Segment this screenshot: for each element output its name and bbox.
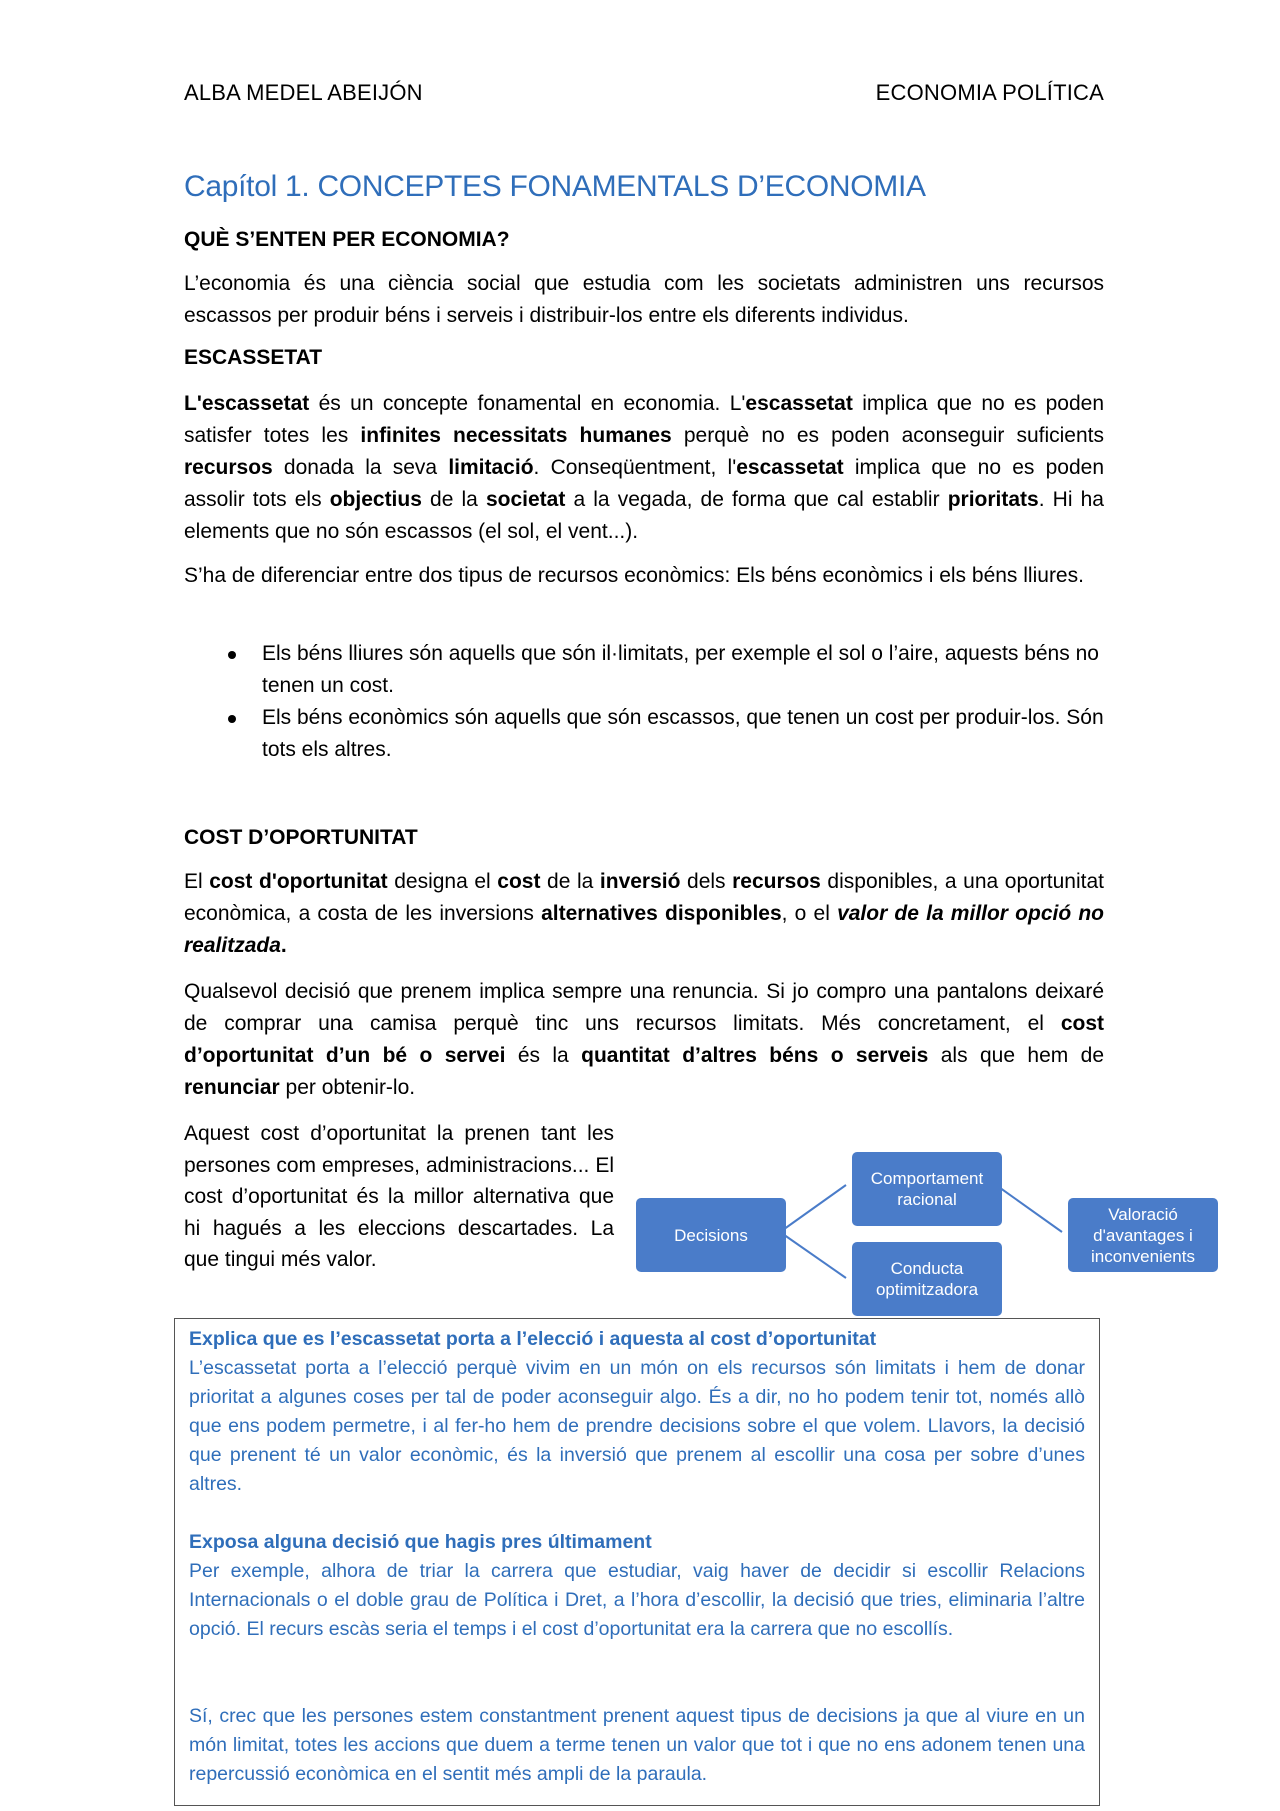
paragraph-cost-3: Aquest cost d’oportunitat la prenen tant les persones com empreses, administracions... El cost d’oportunitat és la millor alternativa que hi hagués a les eleccions descartades. La que tingui més valor. — [184, 1122, 614, 1271]
connector-line — [780, 1232, 846, 1278]
text-run: per obtenir-lo. — [279, 1076, 416, 1099]
text-run: , o el — [781, 902, 838, 925]
text-run: implica que no es poden satisfer totes les — [184, 392, 1104, 447]
text-run: Qualsevol decisió que prenem implica sempre una renuncia. Si jo compro una pantalons deixaré de comprar una camisa perquè tinc uns recursos limitats. Més concretament, el — [184, 980, 1104, 1035]
goods-bullet-list — [184, 638, 1104, 766]
bold-term: infinites necessitats humanes — [360, 424, 672, 447]
text-run: és la — [505, 1044, 582, 1067]
paragraph-cost-1 — [184, 866, 1104, 962]
paragraph-escassetat-1 — [184, 388, 1104, 548]
bold-term: L'escassetat — [184, 392, 310, 415]
heading-economia: QUÈ S’ENTEN PER ECONOMIA? — [184, 228, 510, 251]
bold-term: limitació — [448, 456, 534, 479]
question-1: Explica que es l’escassetat porta a l’elecció i aquesta al cost d’oportunitat — [189, 1328, 877, 1350]
bold-term: quantitat d’altres béns o serveis — [581, 1044, 929, 1067]
paragraph-escassetat-2: S’ha de diferenciar entre dos tipus de recursos econòmics: Els béns econòmics i els béns lliures. — [184, 564, 1084, 587]
node-decisions: Decisions — [636, 1198, 786, 1272]
text-run: de la — [540, 870, 600, 893]
bold-term: recursos — [184, 456, 273, 479]
header-subject: ECONOMIA POLÍTICA — [875, 80, 1104, 105]
chapter-title: Capítol 1. CONCEPTES FONAMENTALS D’ECONOMIA — [184, 170, 926, 203]
text-run: dels — [680, 870, 733, 893]
text-run: . Conseqüentment, l' — [533, 456, 737, 479]
answer-3: Sí, crec que les persones estem constantment prenent aquest tipus de decisions ja que al viure en un món limitat, totes les accions que duem a terme tenen un valor que tot i que no ens adonem tenen una repercussió econòmica en el sentit més ampli de la paraula. — [189, 1705, 1085, 1785]
bold-term: societat — [485, 488, 566, 511]
bold-term: recursos — [732, 870, 821, 893]
node-valoracio: Valoració d'avantages i inconvenients — [1068, 1198, 1218, 1272]
bullet-icon — [228, 651, 236, 659]
bold-term: inversió — [599, 870, 681, 893]
text-run: El — [184, 870, 210, 893]
bold-term: valor de la millor opció no realitzada — [184, 902, 1104, 957]
bullet-text: Els béns lliures són aquells que són il·limitats, per exemple el sol o l’aire, aquests béns no tenen un cost. — [262, 642, 1099, 697]
node-comportament-racional: Comportament racional — [852, 1152, 1002, 1226]
node-conducta-optimitzadora: Conducta optimitzadora — [852, 1242, 1002, 1316]
bold-term: renunciar — [184, 1076, 280, 1099]
list-item — [184, 702, 1104, 766]
connector-line — [996, 1185, 1062, 1232]
text-run: implica que no es poden assolir tots els — [184, 456, 1105, 511]
answer-1: L’escassetat porta a l’elecció perquè vivim en un món on els recursos són limitats i hem de donar prioritat a algunes coses per tal de poder aconseguir algo. És a dir, no ho podem tenir tot, només allò que ens podem permetre, i al fer-ho hem de prendre decisions sobre el que volem. Llavors, la decisió que prenent té un valor econòmic, és la inversió que prenem al escollir una cosa per sobre d’unes altres. — [189, 1357, 1085, 1495]
bold-term: cost d'oportunitat — [209, 870, 388, 893]
bold-term: cost d’oportunitat d’un bé o servei — [184, 1012, 1104, 1067]
bold-term: escassetat — [736, 456, 844, 479]
text-run: designa el — [387, 870, 498, 893]
text-run: a la vegada, de forma que cal establir — [565, 488, 948, 511]
heading-cost-oportunitat: COST D’OPORTUNITAT — [184, 826, 418, 849]
text-run: de la — [421, 488, 486, 511]
text-run: és un concepte fonamental en economia. L' — [309, 392, 746, 415]
paragraph-economia: L’economia és una ciència social que estudia com les societats administren uns recursos escassos per produir béns i serveis i distribuir-los entre els diferents individus. — [184, 272, 1104, 327]
text-run: disponibles, a una oportunitat econòmica, a costa de les inversions — [184, 870, 1104, 925]
bold-term: objectius — [329, 488, 422, 511]
bold-term: prioritats — [947, 488, 1039, 511]
text-run: . Hi ha elements que no són escassos (el sol, el vent...). — [184, 488, 1104, 543]
list-item — [184, 638, 1104, 702]
bold-term: escassetat — [745, 392, 853, 415]
bold-term: . — [280, 934, 287, 957]
text-run: donada la seva — [272, 456, 449, 479]
question-2: Exposa alguna decisió que hagis pres últimament — [189, 1531, 652, 1553]
heading-escassetat: ESCASSETAT — [184, 346, 323, 369]
bullet-text: Els béns econòmics són aquells que són escassos, que tenen un cost per produir-los. Són tots els altres. — [262, 706, 1104, 761]
connector-line — [780, 1185, 846, 1232]
answer-2: Per exemple, alhora de triar la carrera que estudiar, vaig haver de decidir si escollir Relacions Internacionals o el doble grau de Política i Dret, a l’hora d’escollir, la decisió que tries, eliminaria l’altre opció. El recurs escàs seria el temps i el cost d’oportunitat era la carrera que no escollís. — [189, 1560, 1085, 1640]
bullet-icon — [228, 715, 236, 723]
header-author: ALBA MEDEL ABEIJÓN — [184, 80, 423, 105]
paragraph-cost-2 — [184, 976, 1104, 1104]
bold-term: cost — [497, 870, 541, 893]
bold-term: alternatives disponibles — [541, 902, 782, 925]
exercise-box — [174, 1318, 1100, 1806]
text-run: perquè no es poden aconseguir suficients — [671, 424, 1104, 447]
text-run: als que hem de — [928, 1044, 1105, 1067]
